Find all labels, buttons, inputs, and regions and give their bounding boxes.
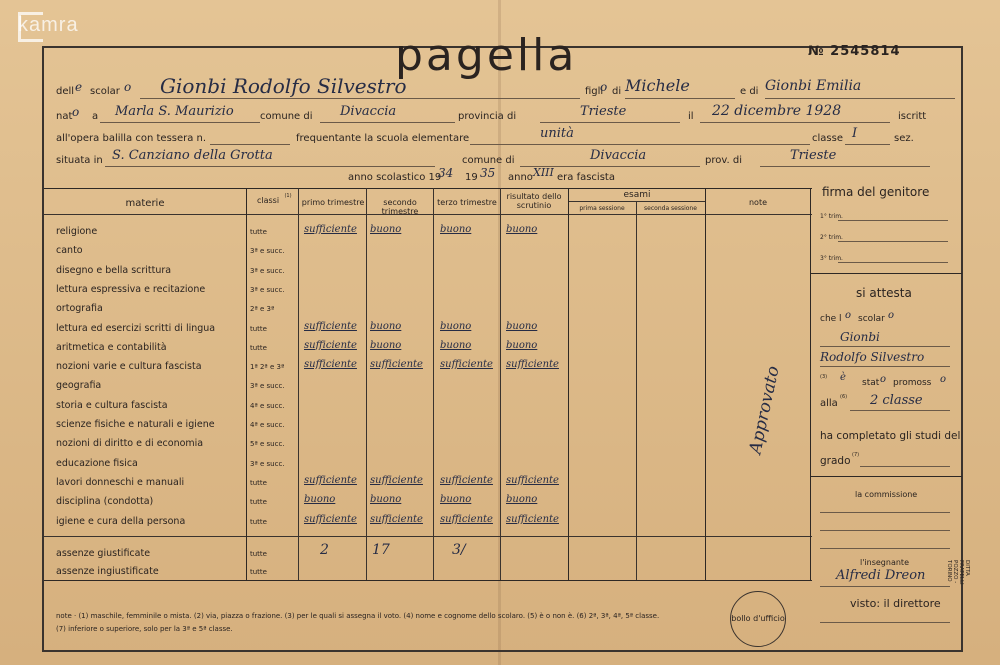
firma-trim-3: 3° trim. (820, 255, 843, 262)
alla-sup: (6) (840, 394, 848, 400)
label-situata: situata in (56, 155, 103, 166)
absence-value: 3/ (452, 542, 466, 558)
si-attesta-title: si attesta (856, 286, 912, 300)
grade-entry: sufficiente (370, 359, 423, 371)
subject-label: lettura ed esercizi scritti di lingua (56, 322, 216, 334)
grade-entry: buono (370, 339, 402, 351)
grade-entry: buono (370, 494, 402, 506)
subject-classi: tutte (250, 517, 267, 526)
subject-label: geografia (56, 380, 102, 392)
label-19: 19 (465, 172, 478, 183)
subject-classi: tutte (250, 324, 267, 333)
subject-label: aritmetica e contabilità (56, 341, 167, 353)
subject-label: educazione fisica (56, 457, 138, 469)
birth-comune: Divaccia (340, 104, 397, 119)
label-che: che l (820, 314, 842, 324)
header-classi: classi (256, 196, 280, 205)
grade-entry: buono (506, 494, 538, 506)
fill-scolar: o (124, 80, 132, 94)
grade-entry: buono (506, 224, 538, 235)
header-materie: materie (125, 198, 165, 209)
grade-entry: sufficiente (440, 359, 493, 371)
mother-name: Gionbi Emilia (765, 78, 862, 94)
birth-date: 22 dicembre 1928 (712, 103, 842, 119)
grade-entry: sufficiente (506, 474, 559, 486)
header-prima-sessione: prima sessione (579, 205, 625, 212)
printer-credit: DITTA FRATELLI POZZO - TORINO (946, 560, 970, 585)
stato-sup: (3) (820, 374, 828, 380)
footnotes (56, 610, 659, 636)
absence-classi: tutte (250, 568, 267, 576)
grade-entry: sufficiente (304, 359, 357, 371)
watermark-text: kamra (18, 14, 79, 36)
label-insegnante: l'insegnante (860, 558, 909, 567)
absence-value: 2 (320, 542, 329, 558)
grade-entry: buono (440, 494, 472, 506)
year-start: 34 (438, 166, 454, 180)
grade-entry: buono (370, 320, 402, 332)
grade-entry: sufficiente (304, 513, 357, 525)
label-completato: ha completato gli studi del (820, 430, 961, 442)
grade-entry: sufficiente (370, 474, 423, 486)
subject-label: disegno e bella scrittura (56, 264, 172, 276)
father-name: Michele (625, 76, 690, 95)
era-year: XIII (533, 166, 554, 179)
label-anno-scolastico: anno scolastico 19 (348, 172, 442, 183)
grade-entry: sufficiente (506, 513, 559, 525)
label-di: di (612, 86, 622, 97)
subject-label: ortografia (56, 303, 103, 315)
absence-value: 17 (372, 542, 390, 558)
subject-classi: 1ª 2ª e 3ª (250, 363, 285, 372)
header-classi-sup: (1) (284, 193, 292, 199)
subject-label: lavori donneschi e manuali (56, 476, 185, 488)
header-primo-trimestre: primo trimestre (301, 198, 365, 207)
fill-dell: e (75, 80, 83, 94)
grade-entry: sufficiente (440, 474, 493, 486)
subject-classi: 3ª e succ. (250, 382, 285, 391)
absence-label: assenze giustificate (56, 548, 151, 559)
note-approvato: Approvato (745, 364, 784, 456)
fill-stato-1: è (840, 372, 846, 383)
label-figli: figli (585, 86, 604, 97)
school-location: S. Canziano della Grotta (112, 148, 273, 163)
fill-scolar-2: o (888, 310, 895, 321)
label-scolar-2: scolar (858, 314, 885, 324)
subject-label: religione (56, 226, 98, 237)
subject-classi: 3ª e succ. (250, 459, 285, 468)
label-frequentante: frequentante la scuola elementare (296, 133, 470, 144)
firma-genitore-title: firma del genitore (822, 185, 930, 199)
grade-entry: sufficiente (370, 513, 423, 525)
fill-figli: o (600, 80, 608, 94)
student-name: Gionbi Rodolfo Silvestro (160, 74, 407, 98)
fill-promoss: o (940, 374, 947, 385)
footnote-line-2: (7) inferiore o superiore, solo per la 3ª e 5ª classe. (56, 625, 233, 633)
label-promoss: promoss (893, 378, 932, 388)
header-note: note (748, 198, 768, 207)
label-e-di: e di (740, 86, 759, 97)
label-era-fascista: era fascista (557, 172, 615, 183)
subject-label: igiene e cura della persona (56, 515, 186, 527)
subject-classi: tutte (250, 228, 267, 236)
label-a: a (92, 111, 99, 122)
alla-classe-value: 2 classe (870, 393, 923, 408)
subject-classi: tutte (250, 498, 267, 507)
subject-classi: 3ª e succ. (250, 266, 285, 275)
grade-entry: buono (506, 339, 538, 351)
header-esami: esami (623, 190, 651, 200)
subject-classi: 3ª e succ. (250, 285, 285, 294)
subject-classi: 4ª e succ. (250, 421, 285, 429)
label-scolar: scolar (90, 86, 120, 97)
label-opera-balilla: all'opera balilla con tessera n. (56, 133, 207, 144)
grade-entry: buono (440, 320, 472, 332)
birth-provincia: Trieste (580, 104, 627, 119)
subject-label: storia e cultura fascista (56, 399, 168, 411)
label-il: il (688, 111, 694, 122)
label-grado: grado (820, 455, 851, 467)
bollo-ufficio-stamp: bollo d'ufficio (730, 591, 786, 647)
firma-trim-2: 2° trim. (820, 234, 843, 241)
birth-place: Marla S. Maurizio (115, 104, 234, 119)
subject-classi: 4ª e succ. (250, 401, 285, 410)
school-type: unità (540, 126, 574, 141)
grade-entry: buono (506, 320, 538, 332)
label-prov: prov. di (705, 155, 742, 166)
label-iscritt: iscritt (898, 111, 927, 122)
subject-classi: 2ª e 3ª (250, 305, 275, 314)
label-stat: stat (862, 378, 880, 388)
subject-classi: tutte (250, 478, 267, 487)
label-comune-2: comune di (462, 155, 515, 166)
header-seconda-sessione: seconda sessione (644, 205, 697, 212)
grade-entry: sufficiente (440, 513, 493, 525)
label-commissione: la commissione (855, 490, 918, 499)
footnote-line-1: note · (1) maschile, femminile o mista. (2) via, piazza o frazione. (3) per le quali si assegna il voto. (4) nome e cognome dello scolaro. (5) è o non è. (6) 2ª, 3ª, 4ª, 5ª classe. (56, 612, 660, 620)
label-provincia: provincia di (458, 111, 517, 122)
grade-entry: buono (304, 494, 336, 506)
grade-entry: buono (440, 339, 472, 351)
grade-entry: buono (370, 224, 402, 235)
fill-che: o (845, 310, 852, 321)
grade-entry: sufficiente (304, 224, 357, 235)
grade-entry: sufficiente (304, 474, 357, 486)
subject-classi: 3ª e succ. (250, 247, 285, 256)
subject-label: nozioni di diritto e di economia (56, 438, 204, 450)
grado-sup: (7) (852, 452, 860, 458)
school-prov: Trieste (790, 148, 837, 163)
document-number: № 2545814 (808, 44, 901, 59)
attesta-name-1: Gionbi (840, 330, 880, 344)
attesta-name-2: Rodolfo Silvestro (820, 350, 925, 364)
classe-value: I (852, 126, 858, 141)
subject-classi: tutte (250, 343, 267, 352)
grade-entry: sufficiente (304, 339, 357, 351)
label-classe: classe (812, 133, 843, 144)
subject-classi: 5ª e succ. (250, 440, 285, 449)
label-anno: anno (508, 172, 533, 183)
label-direttore: visto: il direttore (850, 597, 941, 610)
label-comune: comune di (260, 111, 313, 122)
school-comune: Divaccia (590, 148, 647, 163)
year-end: 35 (480, 166, 496, 180)
document-title: pagella (395, 30, 578, 81)
label-dell: dell (56, 86, 75, 97)
insegnante-signature: Alfredi Dreon (836, 568, 926, 583)
fill-nat: o (72, 105, 80, 119)
grade-entry: buono (440, 224, 472, 235)
fill-stato-2: o (880, 374, 887, 385)
grade-entry: sufficiente (304, 320, 357, 332)
subject-label: canto (56, 245, 83, 257)
subject-label: nozioni varie e cultura fascista (56, 361, 202, 373)
subject-label: scienze fisiche e naturali e igiene (56, 419, 215, 430)
label-sez: sez. (894, 133, 914, 144)
absence-label: assenze ingiustificate (56, 566, 159, 577)
label-alla: alla (820, 398, 838, 409)
header-terzo-trimestre: terzo trimestre (437, 198, 497, 207)
subject-label: disciplina (condotta) (56, 496, 154, 508)
grade-entry: sufficiente (506, 359, 559, 371)
firma-trim-1: 1° trim. (820, 213, 843, 220)
label-nat: nat (56, 111, 73, 122)
subject-label: lettura espressiva e recitazione (56, 283, 206, 295)
header-risultato: risultato dello scrutinio (506, 192, 562, 210)
header-secondo-trimestre: secondo trimestre (381, 198, 419, 216)
absence-classi: tutte (250, 550, 267, 558)
